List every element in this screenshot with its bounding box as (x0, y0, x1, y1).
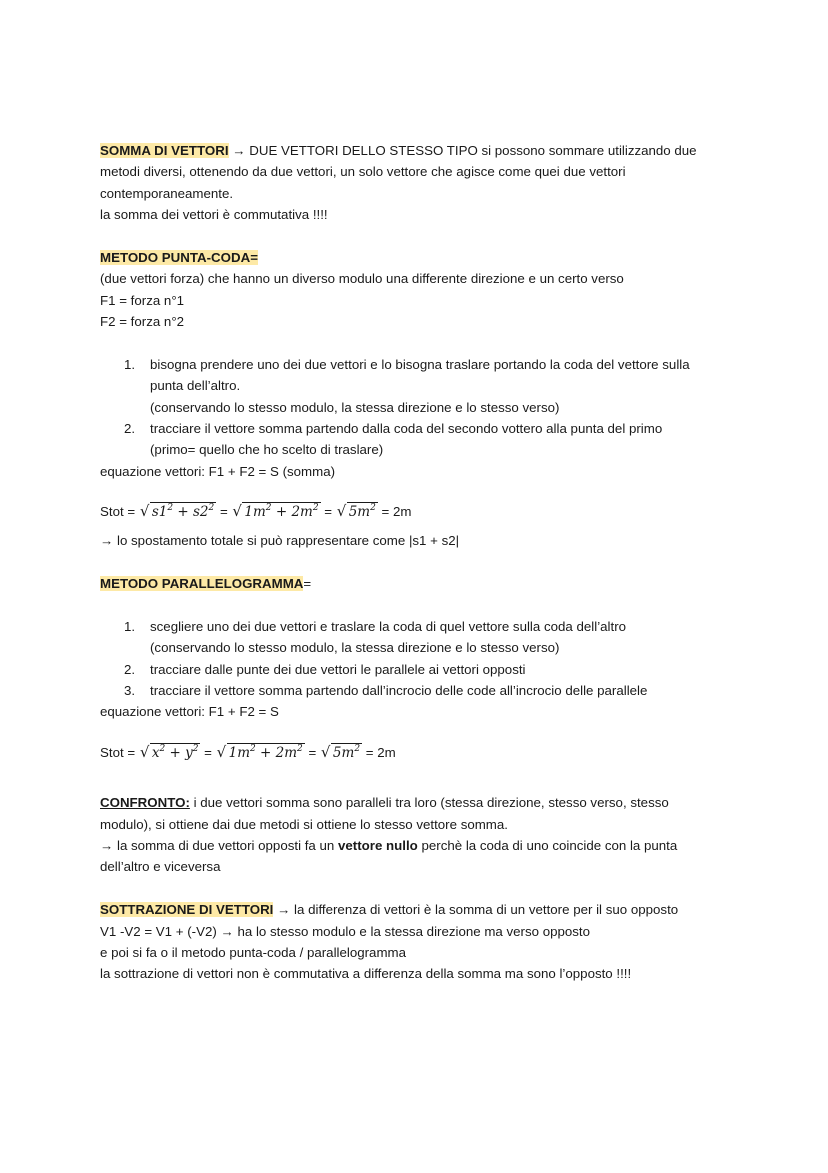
sqrt-content: $5m^2$ (332, 743, 361, 761)
sqrt-content: $s1^2 + s2^2$ (151, 503, 215, 521)
vettore-nullo-term: vettore nullo (338, 837, 418, 853)
step-number: 2. (124, 421, 136, 437)
parallelogramma-formula (100, 735, 740, 771)
parallelogramma-step-1 (100, 616, 740, 637)
term: y (185, 744, 193, 761)
sqrt-symbol (218, 735, 305, 771)
parallelogramma-step-3 (100, 680, 740, 701)
punta-coda-heading-line (100, 247, 740, 268)
plus-sign: + (173, 504, 193, 521)
plus-sign: + (271, 504, 292, 521)
somma-heading: SOMMA DI VETTORI (100, 143, 229, 158)
document-page (100, 140, 740, 985)
punta-coda-heading: METODO PUNTA-CODA= (100, 249, 258, 265)
plus-sign: + (165, 744, 186, 761)
equals: = (304, 744, 320, 760)
parallelogramma-step-2 (100, 659, 740, 680)
sqrt-symbol (322, 735, 362, 771)
sottrazione-text-1: → la differenza di vettori è la somma di un vettore per il suo opposto (273, 902, 679, 918)
sqrt-content: $5m^2$ (348, 503, 376, 521)
term: 2m (275, 744, 298, 761)
somma-line-2: metodi diversi, ottenendo da due vettori, un solo vettore che agisce come quei due vettori (100, 164, 626, 180)
spacer (100, 723, 740, 735)
punta-coda-step-1-cont-2: (conservando lo stesso modulo, la stessa direzione e lo stesso verso) (150, 399, 560, 415)
confronto-text-3a: → la somma di due vettori opposti fa un (100, 837, 338, 853)
parallelogramma-heading: METODO PARALLELOGRAMMA (100, 576, 304, 592)
confronto-text-3b: perchè la coda di uno coincide con la punta (417, 837, 678, 853)
formula-result: = 2m (377, 504, 412, 520)
sqrt-content: $1m^2 + 2m^2$ (244, 503, 319, 521)
stot-label: Stot = (100, 744, 139, 760)
sottrazione-line-4: la sottrazione di vettori non è commutativa a differenza della somma ma sono l’opposto !!!! (100, 966, 632, 982)
spacer (100, 226, 740, 247)
formula-result: = 2m (362, 744, 396, 760)
term: 2m (291, 504, 313, 521)
confronto-heading: CONFRONTO: (100, 795, 190, 811)
punta-coda-line-2: F1 = forza n°1 (100, 292, 185, 308)
punta-coda-step-2-cont: (primo= quello che ho scelto di traslare) (150, 442, 384, 458)
sqrt-content: $x^2 + y^2$ (151, 743, 199, 761)
term: 1m (228, 744, 250, 761)
sottrazione-line-1 (100, 899, 740, 920)
equals: = (200, 744, 216, 760)
punta-coda-line-1: (due vettori forza) che hanno un diverso modulo una differente direzione e un certo verso (100, 271, 624, 287)
step-number: 3. (124, 682, 136, 698)
term: 1m (244, 504, 266, 521)
step-text: scegliere uno dei due vettori e traslare la coda di quel vettore sulla coda dell’altro (150, 618, 627, 634)
stot-label: Stot = (100, 504, 139, 520)
punta-coda-formula (100, 494, 740, 530)
punta-coda-step-1 (100, 354, 740, 375)
sottrazione-line-2: V1 -V2 = V1 + (-V2) → ha lo stesso modulo e la stessa direzione ma verso opposto (100, 923, 591, 939)
spacer (100, 594, 740, 615)
sqrt-symbol (233, 494, 320, 530)
sottrazione-line-3: e poi si fa o il metodo punta-coda / parallelogramma (100, 944, 406, 960)
term: 5m (332, 744, 355, 761)
sqrt-content: $1m^2 + 2m^2$ (228, 743, 303, 761)
parallelogramma-heading-line (100, 573, 740, 594)
spacer (100, 552, 740, 573)
confronto-line-3 (100, 835, 740, 856)
somma-text-1: → DUE VETTORI DELLO STESSO TIPO si possono sommare utilizzando due (228, 143, 697, 158)
step-number: 1. (124, 618, 136, 634)
sottrazione-heading: SOTTRAZIONE DI VETTORI (100, 902, 274, 918)
sqrt-symbol (338, 494, 378, 530)
punta-coda-step-1-cont: punta dell’altro. (150, 378, 241, 394)
spacer (100, 878, 740, 899)
spacer (100, 482, 740, 494)
step-text: tracciare il vettore somma partendo dall’incrocio delle code all’incrocio delle parallele (150, 682, 648, 698)
term: s1 (151, 504, 168, 521)
term: s2 (192, 504, 209, 521)
parallelogramma-equation: equazione vettori: F1 + F2 = S (100, 704, 279, 720)
step-number: 2. (124, 661, 136, 677)
confronto-line-2: modulo), si ottiene dai due metodi si ottiene lo stesso vettore somma. (100, 816, 508, 832)
spacer (100, 771, 740, 792)
heading-suffix: = (303, 576, 312, 592)
term: x (151, 744, 160, 761)
confronto-text-1: i due vettori somma sono paralleli tra loro (stessa direzione, stesso verso, stesso (189, 795, 669, 811)
punta-coda-note: → lo spostamento totale si può rappresentare come |s1 + s2| (100, 533, 460, 549)
confronto-line-1 (100, 792, 740, 813)
spacer (100, 333, 740, 354)
term: 5m (348, 504, 371, 521)
equals: = (320, 504, 336, 520)
punta-coda-step-2 (100, 418, 740, 439)
confronto-line-4: dell’altro e viceversa (100, 859, 221, 875)
step-text: bisogna prendere uno dei due vettori e lo bisogna traslare portando la coda del vettore sulla (150, 356, 690, 372)
sqrt-symbol (141, 494, 216, 530)
punta-coda-line-3: F2 = forza n°2 (100, 314, 185, 330)
parallelogramma-step-1-cont: (conservando lo stesso modulo, la stessa direzione e lo stesso verso) (150, 640, 560, 656)
step-text: tracciare il vettore somma partendo dalla coda del secondo vottero alla punta del primo (150, 421, 663, 437)
step-text: tracciare dalle punte dei due vettori le parallele ai vettori opposti (150, 661, 526, 677)
step-number: 1. (124, 356, 136, 372)
somma-line-3: contemporaneamente. (100, 185, 234, 201)
somma-line-1 (100, 140, 740, 161)
plus-sign: + (255, 744, 276, 761)
somma-line-4: la somma dei vettori è commutativa !!!! (100, 207, 328, 223)
punta-coda-equation: equazione vettori: F1 + F2 = S (somma) (100, 463, 336, 479)
sqrt-symbol (141, 735, 201, 771)
equals: = (216, 504, 232, 520)
